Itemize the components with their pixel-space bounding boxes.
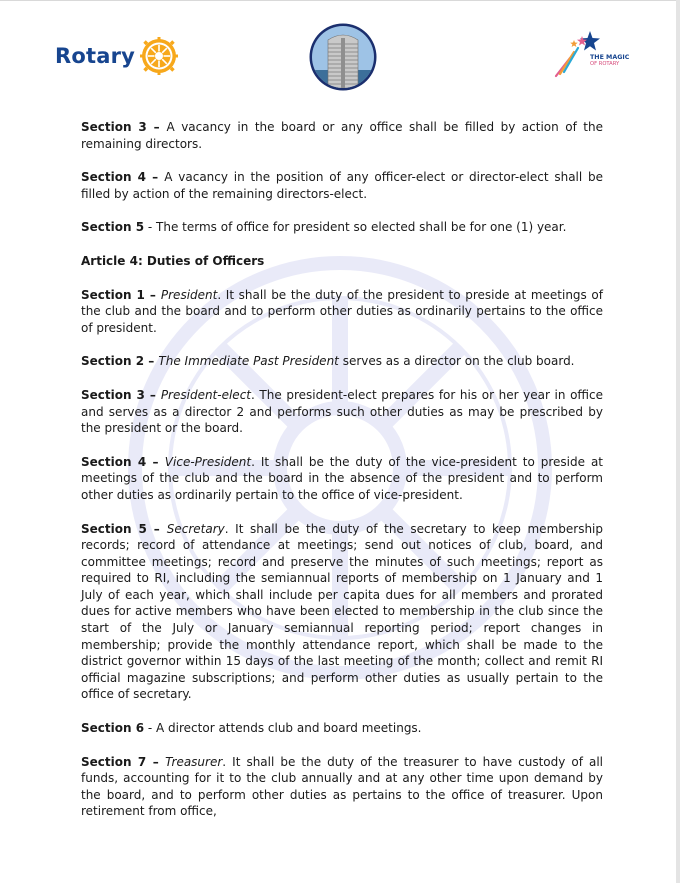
right-scroll-edge [676, 0, 680, 883]
section-label: Section 2 [81, 354, 145, 369]
magic-line-1: THE MAGIC [590, 54, 630, 61]
top-border [0, 0, 680, 1]
magic-tagline [590, 54, 629, 68]
paragraph-president-elect: Section 3 – President-elect. The president-elect prepares for his or her year in office and serves as a director 2 and performs such other duties as may be prescribed by the president or the board. [81, 387, 604, 436]
rotary-wheel-icon [139, 36, 179, 76]
office-title: Vice-President [164, 454, 252, 469]
magic-of-rotary-logo [552, 28, 642, 80]
section-label: Section 7 [81, 754, 147, 769]
paragraph-treasurer: Section 7 – Treasurer. It shall be the duty of the treasurer to have custody of all funds, accounting for it to the club annually and at any other time upon demand by the board, and to perform other duties as pertains to the office of treasurer. Upon retirement from office, [81, 754, 604, 819]
section-label: Section 4 [81, 454, 147, 469]
section-label: Section 1 [81, 287, 145, 302]
section-text: The terms of office for president so elected shall be for one (1) year. [156, 220, 567, 235]
section-text: . It shall be the duty of the secretary to keep membership records; record of attendance at meetings; send out notices of club, board, and committee meetings; record and preserve the minutes of such meetings; report as required to RI, including the semiannual reports of membership on 1 January and 1 July of each year, which shall include per capita dues for all members and prorated dues for active members who have been elected to membership in the club since the start of the July or January semiannual reporting period; report changes in membership; provide the monthly attendance report, which shall be made to the district governor within 15 days of the last meeting of the month; collect and remit RI official magazine subscriptions; and perform other duties as usually pertain to the office of secretary. [81, 521, 603, 702]
section-text: A director attends club and board meetings. [156, 721, 422, 736]
document-body [81, 119, 603, 837]
paragraph-secretary: Section 5 – Secretary. It shall be the duty of the secretary to keep membership records; record of attendance at meetings; send out notices of club, board, and committee meetings; record and preserve the minutes of such meetings; report as required to RI, including the semiannual reports of membership on 1 January and 1 July of each year, which shall include per capita dues for all members and prorated dues for active members who have been elected to membership in the club since the start of the July or January semiannual reporting period; report changes in membership; provide the monthly attendance report, which shall be made to the district governor within 15 days of the last meeting of the month; collect and remit RI official magazine subscriptions; and perform other duties as usually pertain to the office of secretary. [81, 521, 603, 702]
paragraph-president: Section 1 – President. It shall be the duty of the president to preside at meetings of the club and the board and to perform other duties as ordinarily pertains to the office of president. [81, 287, 603, 335]
section-text: A vacancy in the position of any officer-elect or director-elect shall be filled by action of the remaining directors-elect. [81, 170, 603, 201]
paragraph-section-3: Section 3 – A vacancy in the board or any office shall be filled by action of the remaining directors. [81, 120, 603, 151]
office-title: President [160, 287, 218, 302]
paragraph-past-president: Section 2 – The Immediate Past President serves as a director on the club board. [81, 354, 575, 369]
section-label: Section 6 [81, 721, 145, 736]
article-heading: Article 4: Duties of Officers [81, 253, 265, 268]
section-text: . It shall be the duty of the president to preside at meetings of the club and the board and to perform other duties as ordinarily pertains to the office of president. [81, 287, 603, 335]
section-text: . It shall be the duty of the treasurer to have custody of all funds, accounting for it to the club annually and at any other time upon demand by the board, and to perform other duties as pertains to the office of treasurer. Upon retirement from office, [81, 754, 604, 819]
section-label: Section 5 [81, 220, 145, 235]
section-label: Section 4 [81, 170, 147, 185]
rotary-wordmark: Rotary [55, 44, 136, 68]
office-title: Treasurer [165, 754, 223, 769]
section-label: Section 3 [81, 387, 145, 402]
section-text: . It shall be the duty of the vice-president to preside at meetings of the club and the board in the absence of the president and to perform other duties as ordinarily pertain to the office of vice-president. [81, 454, 604, 502]
section-label: Section 3 [81, 120, 147, 134]
office-title: President-elect [160, 387, 251, 402]
paragraph-vice-president: Section 4 – Vice-President. It shall be the duty of the vice-president to preside at meetings of the club and the board in the absence of the president and to perform other duties as ordinarily pertain to the office of vice-president. [81, 454, 604, 502]
paragraph-director: Section 6 - A director attends club and board meetings. [81, 721, 422, 736]
office-title: Secretary [166, 521, 225, 536]
rotary-logo [55, 36, 179, 76]
paragraph-section-5: Section 5 - The terms of office for president so elected shall be for one (1) year. [81, 220, 567, 235]
paragraph-section-4: Section 4 – A vacancy in the position of any officer-elect or director-elect shall be filled by action of the remaining directors-elect. [81, 170, 603, 201]
section-label: Section 5 [81, 521, 147, 536]
section-text: serves as a director on the club board. [338, 354, 575, 369]
section-text: . The president-elect prepares for his or her year in office and serves as a director 2 and performs such other duties as may be prescribed by the president or the board. [81, 387, 604, 436]
office-title: The Immediate Past President [158, 354, 339, 369]
magic-line-2: OF ROTARY [590, 61, 620, 67]
section-text: A vacancy in the board or any office shall be filled by action of the remaining directors. [81, 120, 603, 151]
building-emblem-icon [308, 22, 378, 92]
